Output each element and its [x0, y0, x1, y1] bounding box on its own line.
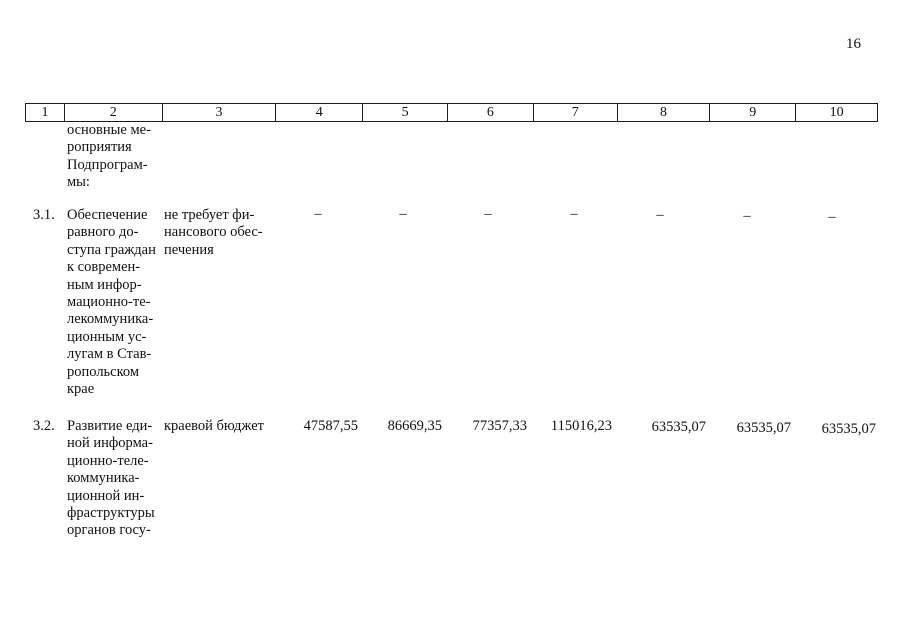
- value-cell: 63535,07: [821, 421, 876, 437]
- row-number: 3.2.: [33, 418, 55, 434]
- funding-source: [164, 207, 274, 259]
- source-line: не требует фи-: [164, 207, 255, 223]
- value-cell: 86669,35: [387, 418, 442, 434]
- value-cell: 77357,33: [472, 418, 527, 434]
- name-line: ционной ин-: [67, 487, 145, 504]
- value-cell: –: [484, 206, 492, 222]
- name-line: ступа граждан: [67, 241, 156, 258]
- section-heading: [67, 122, 159, 192]
- name-line: лугам в Став-: [67, 346, 152, 363]
- row-name: [67, 207, 159, 398]
- name-line: органов госу-: [67, 522, 151, 539]
- value-cell: –: [570, 206, 578, 222]
- name-line: коммуника-: [67, 470, 140, 487]
- name-line: Развитие еди-: [67, 418, 153, 434]
- header-cell: 1: [26, 104, 65, 121]
- heading-line: роприятия: [67, 139, 132, 156]
- heading-line: основные ме-: [67, 122, 151, 138]
- header-cell: 10: [829, 105, 844, 120]
- value-cell: 63535,07: [651, 419, 706, 435]
- source-line: нансового обес-: [164, 224, 263, 241]
- header-cell: 6: [448, 104, 534, 121]
- value-cell: 63535,07: [736, 420, 791, 436]
- funding-source: [164, 418, 274, 435]
- header-cell: 9: [710, 104, 796, 121]
- header-cell: 7: [534, 104, 618, 121]
- name-line: ционно-теле-: [67, 452, 149, 469]
- header-cell: 8: [618, 104, 711, 121]
- row-name: [67, 418, 159, 540]
- name-line: ционным ус-: [67, 328, 147, 345]
- name-line: фраструктуры: [67, 505, 155, 522]
- value-cell: –: [656, 207, 664, 223]
- source-line: краевой бюджет: [164, 418, 264, 434]
- header-cell: 2: [65, 104, 163, 121]
- value-cell: –: [828, 209, 836, 225]
- value-cell: –: [314, 206, 322, 222]
- value-cell: 115016,23: [550, 418, 612, 434]
- name-line: мационно-те-: [67, 294, 151, 311]
- name-line: лекоммуника-: [67, 311, 154, 328]
- name-line: к современ-: [67, 259, 141, 276]
- name-line: Обеспечение: [67, 207, 148, 223]
- value-cell: –: [399, 206, 407, 222]
- name-line: ным инфор-: [67, 276, 142, 293]
- value-cell: 47587,55: [303, 418, 358, 434]
- header-cell: 4: [276, 104, 363, 121]
- source-line: печения: [164, 241, 214, 258]
- header-cell: 5: [363, 104, 448, 121]
- name-line: крае: [67, 381, 95, 398]
- heading-line: мы:: [67, 174, 90, 191]
- row-number: 3.1.: [33, 207, 55, 223]
- heading-line: Подпрограм-: [67, 156, 148, 173]
- name-line: ропольском: [67, 363, 140, 380]
- name-line: равного до-: [67, 224, 139, 241]
- name-line: ной информа-: [67, 435, 153, 452]
- value-cell: –: [743, 208, 751, 224]
- table-header-row: [25, 103, 878, 122]
- header-cell: 3: [163, 104, 277, 121]
- page-number: 16: [846, 36, 861, 52]
